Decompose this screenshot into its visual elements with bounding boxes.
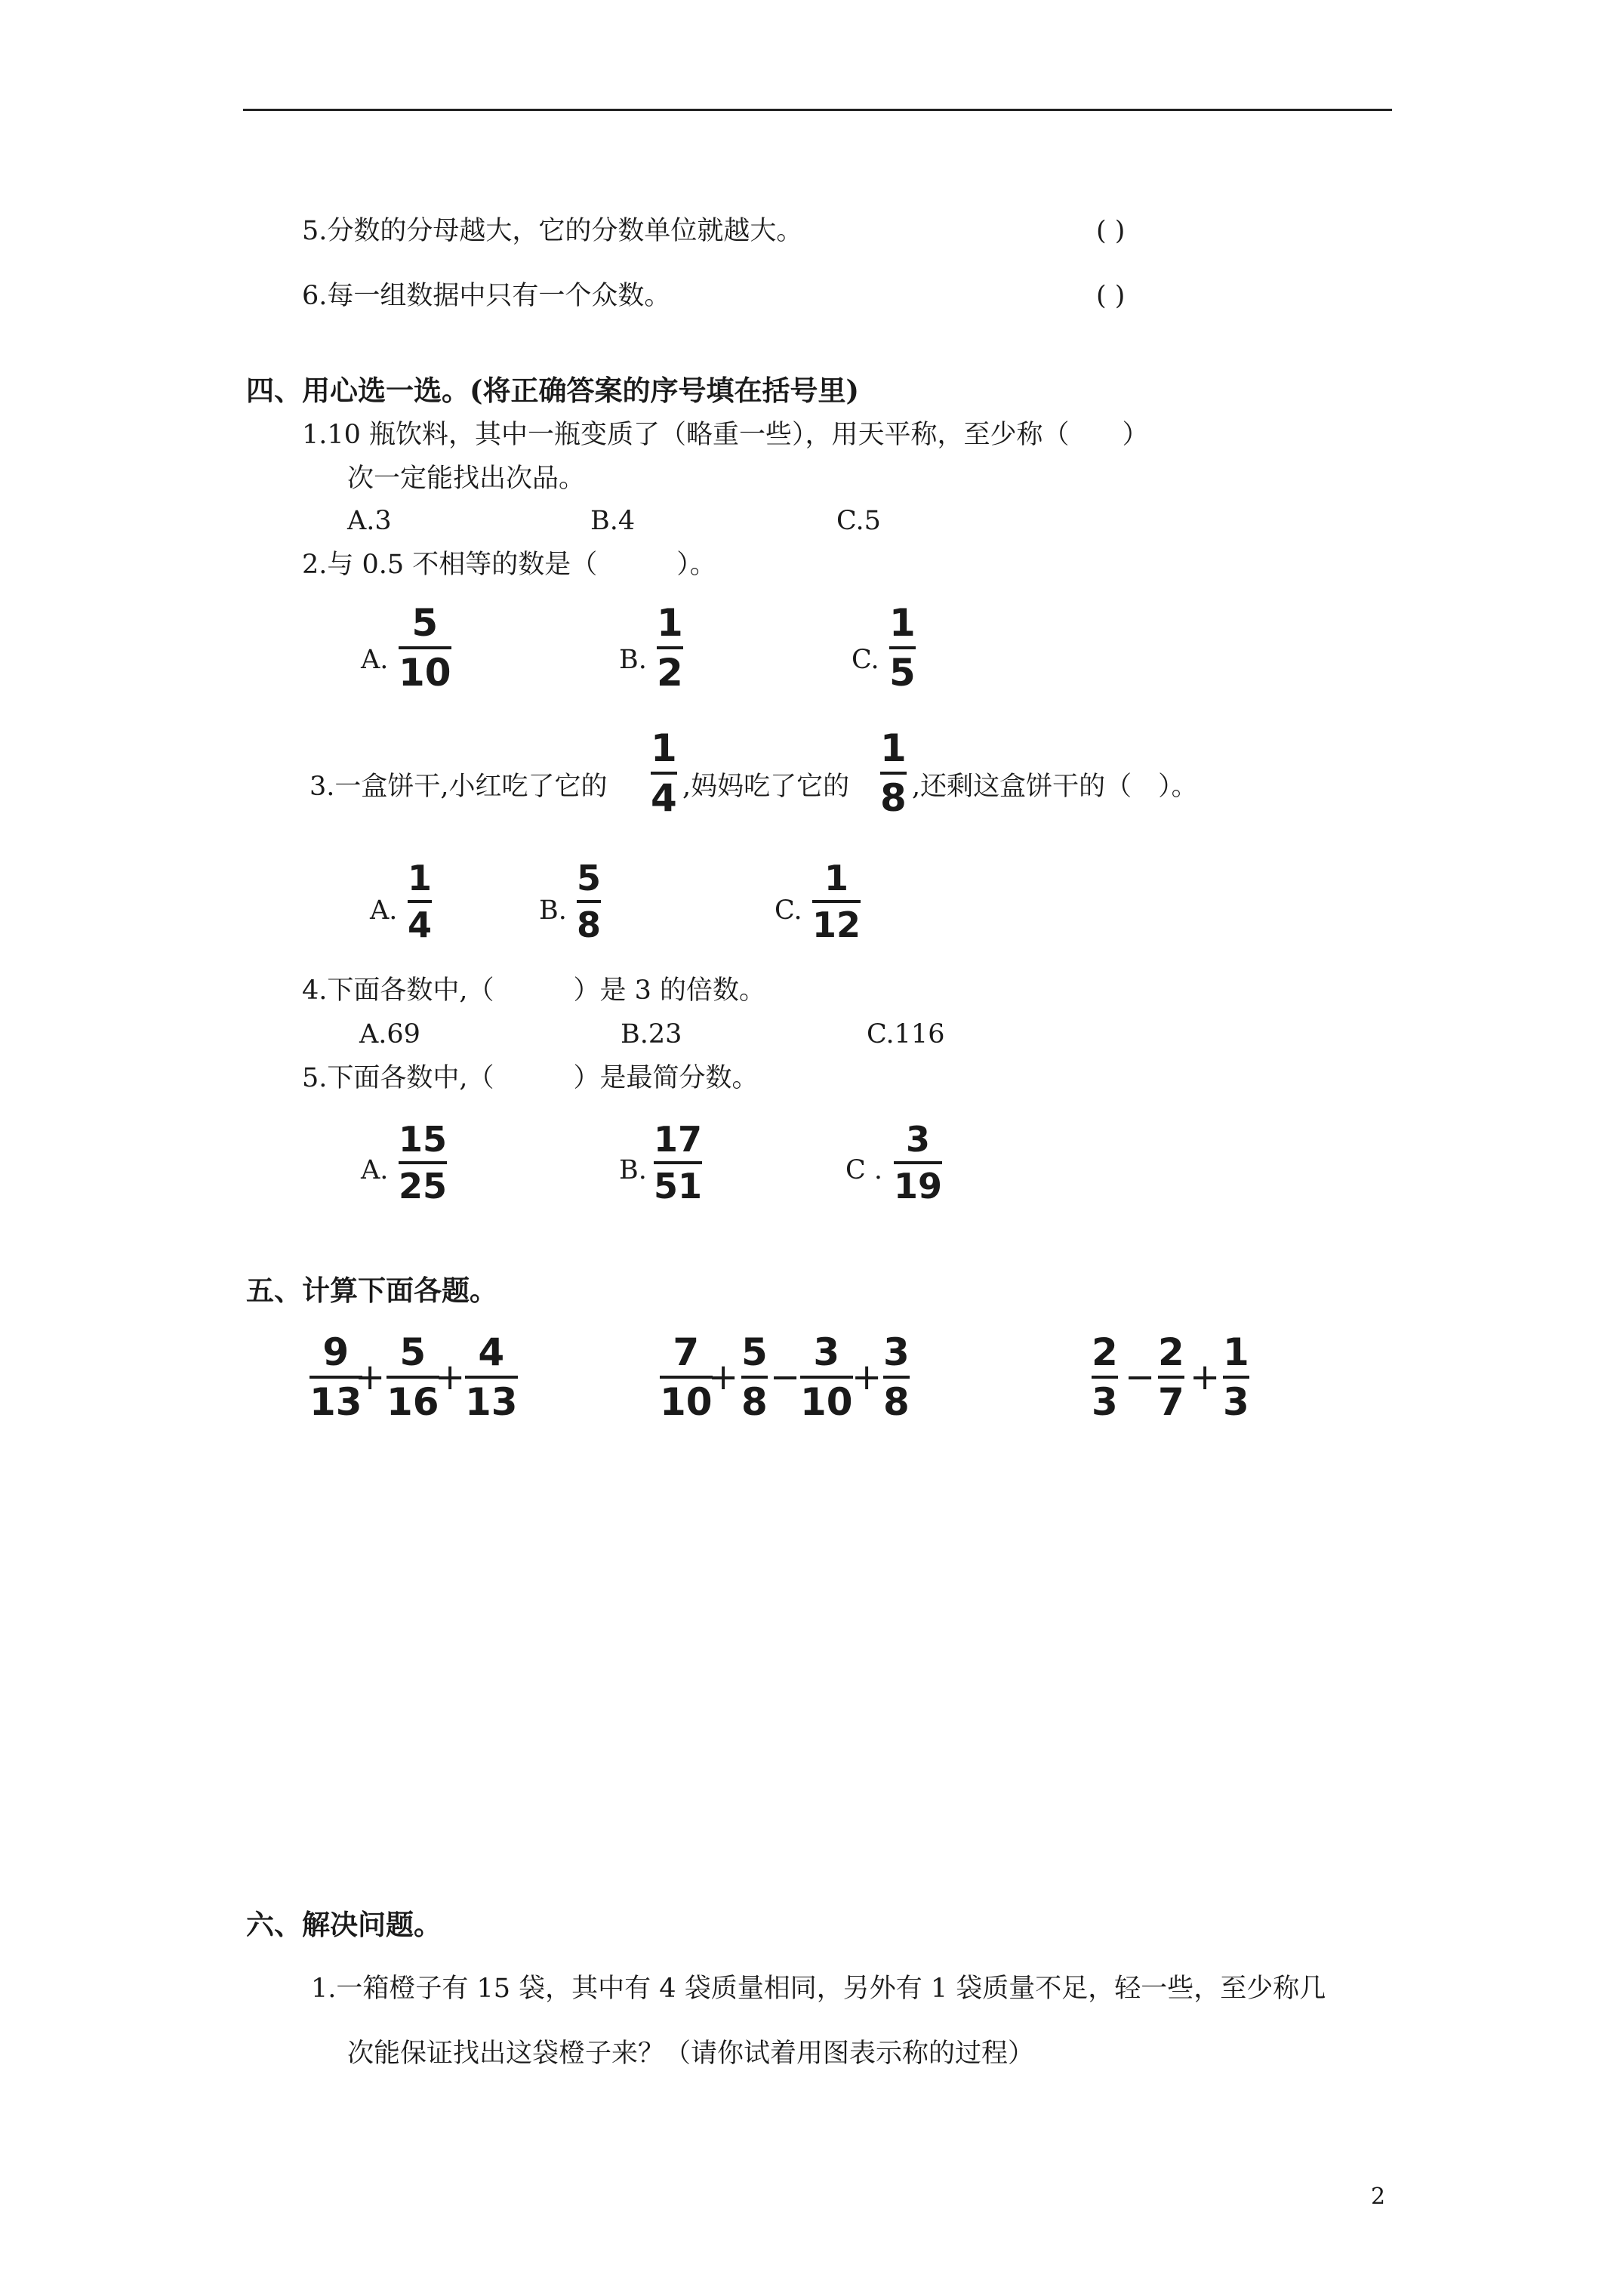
denominator: 10 xyxy=(660,1380,713,1424)
s4-q3-fraction-2 xyxy=(880,726,907,820)
fraction-bar xyxy=(465,1376,518,1379)
numerator: 1 xyxy=(889,601,916,645)
s4-q4-option-c[interactable]: C.116 xyxy=(867,1019,945,1049)
s5-expr3-term-1 xyxy=(1092,1330,1118,1424)
s5-expr2-term-3 xyxy=(800,1330,853,1424)
denominator: 10 xyxy=(399,651,451,695)
s4-q4-option-b[interactable]: B.23 xyxy=(621,1019,682,1049)
numerator: 7 xyxy=(673,1330,700,1374)
denominator: 25 xyxy=(399,1166,448,1207)
s4-q4-stem: 4.下面各数中,（ ）是 3 的倍数。 xyxy=(302,975,766,1006)
numerator: 4 xyxy=(478,1330,505,1374)
fraction-bar xyxy=(408,900,432,903)
denominator: 5 xyxy=(889,651,916,695)
fraction-bar xyxy=(387,1376,439,1379)
s5-expr3-term-3 xyxy=(1223,1330,1249,1424)
denominator: 7 xyxy=(1158,1380,1184,1424)
fraction-bar xyxy=(883,1376,910,1379)
s4-q2-option-b-label[interactable]: B. xyxy=(619,645,647,675)
section-5-heading: 五、计算下面各题。 xyxy=(246,1274,497,1307)
numerator: 1 xyxy=(824,858,849,898)
judge-q5-text: 5.分数的分母越大，它的分数单位就越大。 xyxy=(302,216,803,246)
header-rule xyxy=(243,109,1392,111)
judge-q5-answer-paren[interactable]: ( ) xyxy=(1096,216,1126,246)
s5-expr2-op-3: + xyxy=(852,1356,882,1398)
denominator: 3 xyxy=(1092,1380,1118,1424)
fraction-bar xyxy=(654,1161,702,1164)
s4-q2-option-a-label[interactable]: A. xyxy=(361,645,389,675)
s4-q5-stem: 5.下面各数中,（ ）是最简分数。 xyxy=(302,1063,759,1093)
s5-expr3-op-2: + xyxy=(1190,1356,1221,1398)
s4-q3-option-a-label[interactable]: A. xyxy=(370,895,398,926)
numerator: 1 xyxy=(408,858,433,898)
numerator: 1 xyxy=(880,726,907,770)
s5-expr2-term-1 xyxy=(660,1330,713,1424)
numerator: 9 xyxy=(322,1330,350,1374)
s4-q3-stem-part2: ,妈妈吃了它的 xyxy=(682,772,850,802)
s4-q2-option-a-fraction xyxy=(399,601,451,695)
denominator: 2 xyxy=(657,651,683,695)
denominator: 19 xyxy=(894,1166,943,1207)
s5-expr2-op-2: − xyxy=(770,1356,801,1398)
denominator: 4 xyxy=(408,905,433,945)
numerator: 1 xyxy=(1223,1330,1249,1374)
numerator: 1 xyxy=(651,726,677,770)
s4-q2-option-c-fraction xyxy=(889,601,916,695)
fraction-bar xyxy=(889,646,916,649)
s5-expr3-term-2 xyxy=(1158,1330,1184,1424)
section-6-heading: 六、解决问题。 xyxy=(246,1908,442,1941)
fraction-bar xyxy=(651,772,677,775)
s4-q4-option-a[interactable]: A.69 xyxy=(359,1019,420,1049)
denominator: 16 xyxy=(387,1380,439,1424)
fraction-bar xyxy=(800,1376,853,1379)
s4-q5-option-a-fraction xyxy=(399,1119,448,1207)
s4-q1-option-c[interactable]: C.5 xyxy=(836,506,881,536)
fraction-bar xyxy=(399,1161,447,1164)
s4-q2-option-b-fraction xyxy=(657,601,683,695)
numerator: 3 xyxy=(883,1330,910,1374)
s5-expr1-term-3 xyxy=(465,1330,518,1424)
denominator: 51 xyxy=(654,1166,703,1207)
numerator: 1 xyxy=(657,601,683,645)
s4-q5-option-b-fraction xyxy=(654,1119,703,1207)
s5-expr2-term-2 xyxy=(741,1330,768,1424)
judge-q6-answer-paren[interactable]: ( ) xyxy=(1096,281,1126,311)
fraction-bar xyxy=(812,900,861,903)
denominator: 8 xyxy=(880,776,907,820)
s5-expr2-term-4 xyxy=(883,1330,910,1424)
denominator: 8 xyxy=(883,1380,910,1424)
denominator: 10 xyxy=(800,1380,853,1424)
s4-q2-stem: 2.与 0.5 不相等的数是（ ）。 xyxy=(302,550,716,580)
s5-expr2-op-1: + xyxy=(708,1356,739,1398)
fraction-bar xyxy=(894,1161,942,1164)
numerator: 5 xyxy=(741,1330,768,1374)
s4-q1-option-a[interactable]: A.3 xyxy=(347,506,392,536)
s4-q3-stem-part3: ,还剩这盒饼干的（ ）。 xyxy=(912,772,1198,802)
denominator: 8 xyxy=(741,1380,768,1424)
numerator: 17 xyxy=(654,1119,703,1160)
s5-expr3-op-1: − xyxy=(1125,1356,1156,1398)
numerator: 15 xyxy=(399,1119,448,1160)
s4-q5-option-a-label[interactable]: A. xyxy=(361,1155,389,1185)
numerator: 5 xyxy=(411,601,439,645)
denominator: 3 xyxy=(1223,1380,1249,1424)
fraction-bar xyxy=(657,646,683,649)
denominator: 4 xyxy=(651,776,677,820)
s4-q2-option-c-label[interactable]: C. xyxy=(852,645,879,675)
fraction-bar xyxy=(741,1376,768,1379)
section-4-heading: 四、用心选一选。(将正确答案的序号填在括号里) xyxy=(246,374,860,407)
s4-q1-line1: 1.10 瓶饮料，其中一瓶变质了（略重一些），用天平称，至少称（ ） xyxy=(302,420,1149,450)
denominator: 8 xyxy=(577,905,602,945)
s4-q5-option-b-label[interactable]: B. xyxy=(619,1155,647,1185)
s4-q3-option-b-fraction xyxy=(577,858,602,945)
judge-q6-text: 6.每一组数据中只有一个众数。 xyxy=(302,281,671,311)
denominator: 13 xyxy=(310,1380,362,1424)
numerator: 3 xyxy=(813,1330,840,1374)
numerator: 3 xyxy=(906,1119,931,1160)
denominator: 13 xyxy=(465,1380,518,1424)
s4-q3-option-c-fraction xyxy=(812,858,861,945)
s4-q3-fraction-1 xyxy=(651,726,677,820)
s4-q3-stem-part1: 3.一盒饼干,小红吃了它的 xyxy=(310,772,608,802)
s4-q1-option-b[interactable]: B.4 xyxy=(590,506,636,536)
fraction-bar xyxy=(1158,1376,1184,1379)
s4-q5-option-c-label[interactable]: C . xyxy=(845,1155,883,1185)
denominator: 12 xyxy=(812,905,861,945)
numerator: 5 xyxy=(577,858,602,898)
fraction-bar xyxy=(660,1376,713,1379)
fraction-bar xyxy=(399,646,451,649)
s6-q1-line2: 次能保证找出这袋橙子来？（请你试着用图表示称的过程） xyxy=(347,2039,1035,2069)
s4-q5-option-c-fraction xyxy=(894,1119,943,1207)
s6-q1-line1: 1.一箱橙子有 15 袋，其中有 4 袋质量相同，另外有 1 袋质量不足，轻一些，至少称几 xyxy=(311,1974,1326,2004)
numerator: 5 xyxy=(399,1330,427,1374)
s4-q3-option-b-label[interactable]: B. xyxy=(539,895,567,926)
s4-q3-option-a-fraction xyxy=(408,858,433,945)
s5-expr1-term-2 xyxy=(387,1330,439,1424)
fraction-bar xyxy=(577,900,601,903)
s5-expr1-op-2: + xyxy=(435,1356,466,1398)
numerator: 2 xyxy=(1092,1330,1118,1374)
fraction-bar xyxy=(880,772,907,775)
s4-q3-option-c-label[interactable]: C. xyxy=(775,895,802,926)
fraction-bar xyxy=(1223,1376,1249,1379)
s5-expr1-op-1: + xyxy=(355,1356,386,1398)
s4-q1-line2: 次一定能找出次品。 xyxy=(347,464,586,494)
fraction-bar xyxy=(1092,1376,1118,1379)
numerator: 2 xyxy=(1158,1330,1184,1374)
page-number: 2 xyxy=(1371,2184,1386,2210)
